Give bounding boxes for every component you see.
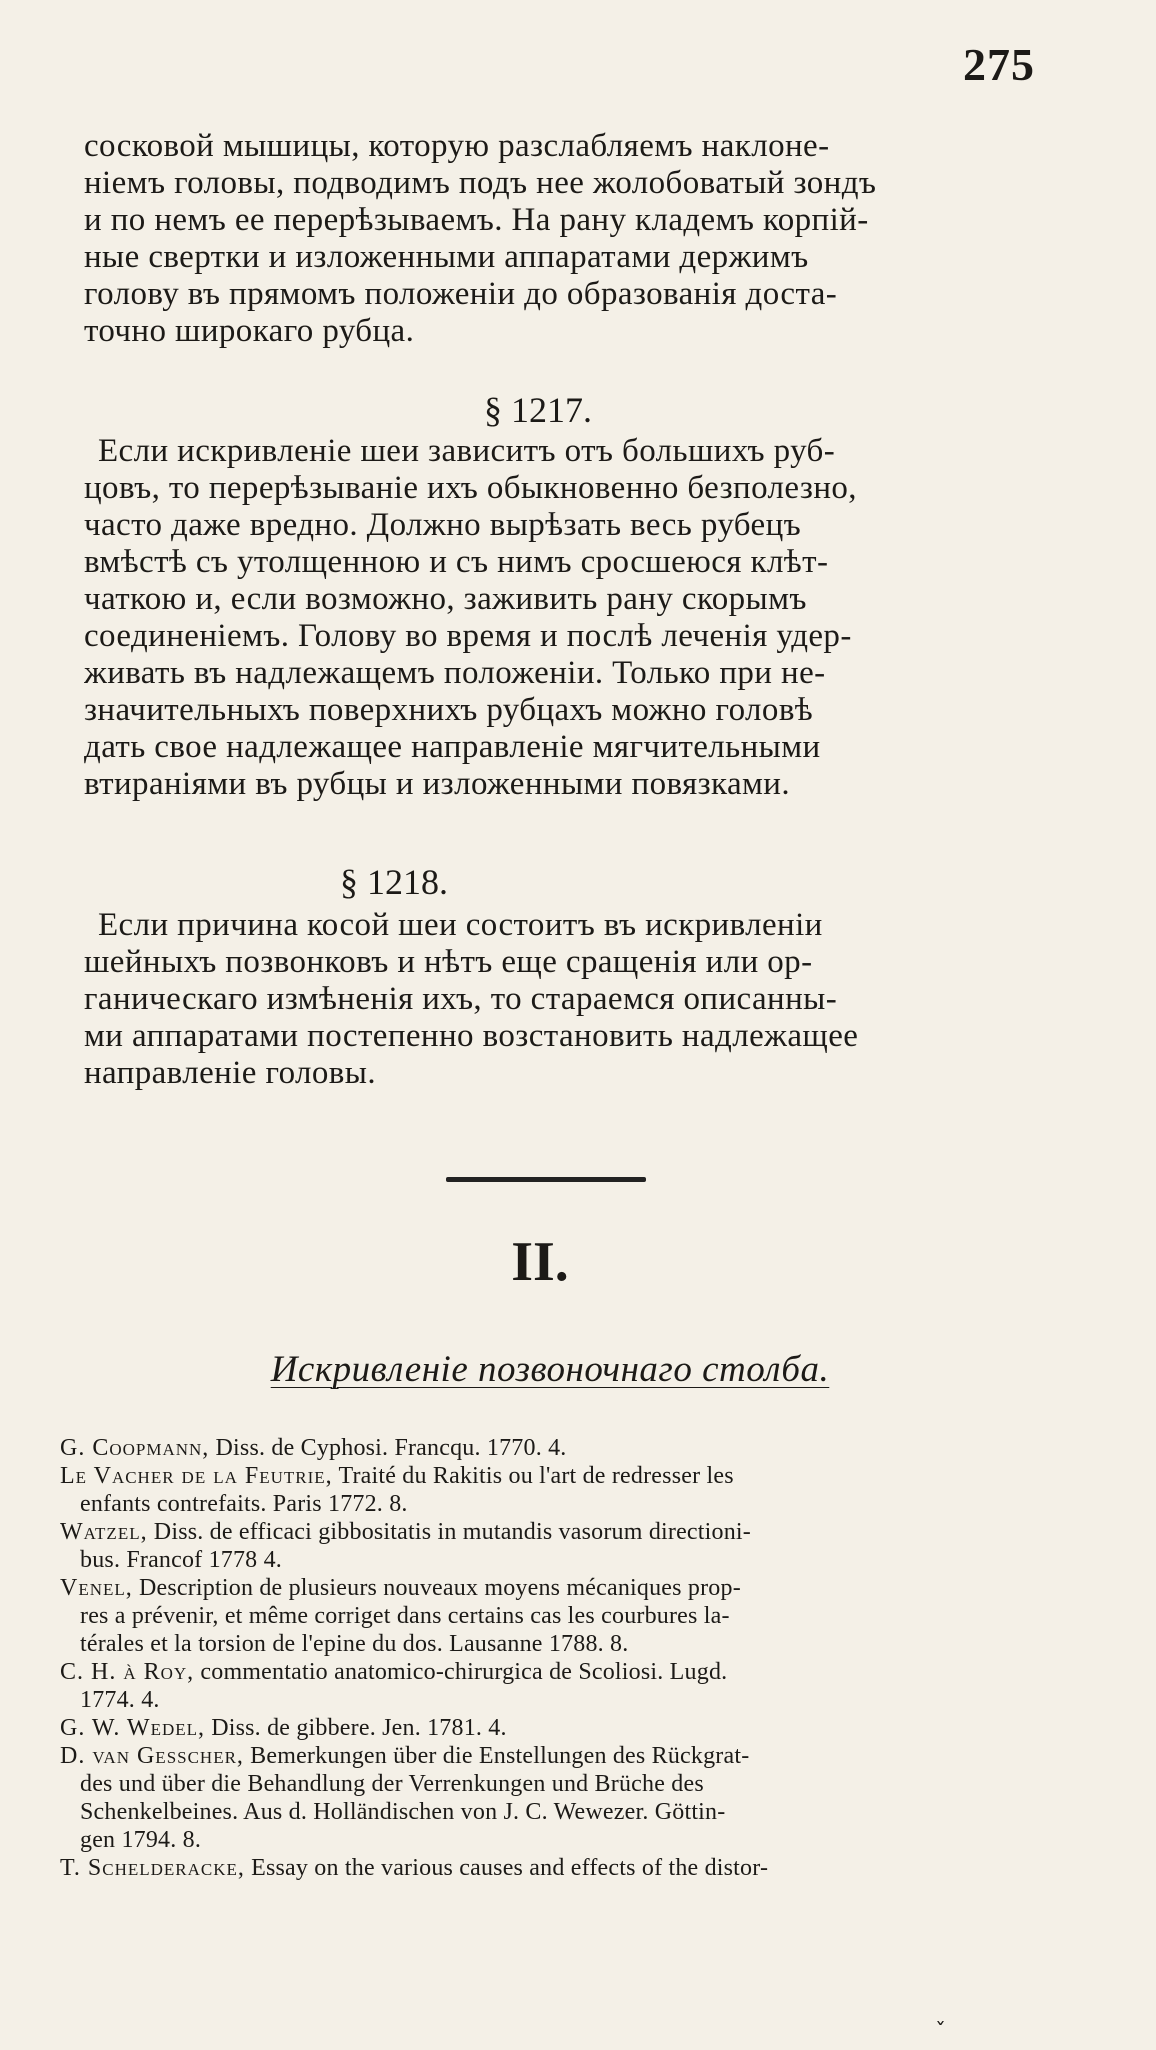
text-line: дать свое надлежащее направленіе мягчительными bbox=[84, 729, 821, 765]
paragraph-1218 bbox=[84, 907, 1058, 1092]
text-line: живать въ надлежащемъ положеніи. Только при не- bbox=[84, 655, 826, 691]
bibliography-entry bbox=[60, 1462, 1060, 1490]
entry-text: Bemerkungen über die Enstellungen des Rückgrat- bbox=[250, 1743, 750, 1769]
text-line: Если причина косой шеи состоитъ въ искривленіи bbox=[98, 907, 823, 943]
section-heading-1218: § 1218. bbox=[340, 862, 448, 902]
text-line: направленіе головы. bbox=[84, 1055, 377, 1091]
entry-continuation: res a prévenir, et même corriget dans certains cas les courbures la- bbox=[80, 1603, 730, 1629]
text-line: соединеніемъ. Голову во время и послѣ леченія удер- bbox=[84, 618, 852, 654]
entry-author: G. W. Wedel, bbox=[60, 1715, 205, 1741]
entry-author: D. van Gesscher, bbox=[60, 1743, 244, 1769]
text-line: значительныхъ поверхнихъ рубцахъ можно головѣ bbox=[84, 692, 814, 728]
text-line: чаткою и, если возможно, заживить рану скорымъ bbox=[84, 581, 807, 617]
text-line: точно широкаго рубца. bbox=[84, 313, 415, 349]
text-line: сосковой мышицы, которую разслабляемъ наклоне- bbox=[84, 128, 830, 164]
text-line: голову въ прямомъ положеніи до образованія доста- bbox=[84, 276, 838, 312]
entry-text: Diss. de gibbere. Jen. 1781. 4. bbox=[211, 1715, 507, 1741]
bibliography-entry bbox=[60, 1434, 1060, 1462]
text-line: и по немъ ее перерѣзываемъ. На рану кладемъ корпій- bbox=[84, 202, 869, 238]
entry-continuation: bus. Francof 1778 4. bbox=[80, 1547, 282, 1573]
entry-continuation: enfants contrefaits. Paris 1772. 8. bbox=[80, 1491, 408, 1517]
chapter-numeral: II. bbox=[511, 1231, 569, 1293]
text-line: втираніями въ рубцы и изложенными повязками. bbox=[84, 766, 791, 802]
entry-text: Diss. de Cyphosi. Francqu. 1770. 4. bbox=[215, 1435, 567, 1461]
text-line: ніемъ головы, подводимъ подъ нее жолобоватый зондъ bbox=[84, 165, 877, 201]
entry-continuation: des und über die Behandlung der Verrenkungen und Brüche des bbox=[80, 1771, 704, 1797]
text-line: шейныхъ позвонковъ и нѣтъ еще сращенія или ор- bbox=[84, 944, 813, 980]
chapter-title: Искривленіе позвоночнаго столба. bbox=[270, 1349, 830, 1390]
text-line: ми аппаратами постепенно возстановить надлежащее bbox=[84, 1018, 859, 1054]
paragraph-top bbox=[84, 128, 1058, 350]
entry-author: Venel, bbox=[60, 1575, 133, 1601]
entry-continuation: Schenkelbeines. Aus d. Holländischen von J. C. Wewezer. Göttin- bbox=[80, 1799, 726, 1825]
text-line: ные свертки и изложенными аппаратами держимъ bbox=[84, 239, 809, 275]
text-line: часто даже вредно. Должно вырѣзать весь рубецъ bbox=[84, 507, 802, 543]
bibliography-entry bbox=[60, 1742, 1060, 1770]
entry-author: G. Coopmann, bbox=[60, 1435, 210, 1461]
entry-author: Watzel, bbox=[60, 1519, 148, 1545]
entry-continuation: gen 1794. 8. bbox=[80, 1827, 202, 1853]
entry-continuation: térales et la torsion de l'epine du dos. Lausanne 1788. 8. bbox=[80, 1631, 629, 1657]
entry-text: Diss. de efficaci gibbositatis in mutandis vasorum directioni- bbox=[153, 1519, 751, 1545]
entry-text: commentatio anatomico-chirurgica de Scoliosi. Lugd. bbox=[200, 1659, 728, 1685]
bibliography bbox=[60, 1434, 1060, 1882]
bibliography-entry bbox=[60, 1714, 1060, 1742]
entry-continuation: 1774. 4. bbox=[80, 1687, 160, 1713]
paragraph-1217 bbox=[84, 433, 1058, 803]
entry-author: Le Vacher de la Feutrie, bbox=[60, 1463, 333, 1489]
bibliography-entry bbox=[60, 1854, 1060, 1882]
section-divider bbox=[446, 1177, 646, 1182]
footer-mark: ˇ bbox=[935, 2020, 946, 2045]
entry-text: Essay on the various causes and effects of the distor- bbox=[251, 1855, 769, 1881]
entry-author: C. H. à Roy, bbox=[60, 1659, 195, 1685]
text-line: цовъ, то перерѣзываніе ихъ обыкновенно безполезно, bbox=[84, 470, 857, 506]
section-heading-1217: § 1217. bbox=[484, 390, 592, 430]
text-line: Если искривленіе шеи зависитъ отъ большихъ руб- bbox=[98, 433, 836, 469]
bibliography-entry bbox=[60, 1518, 1060, 1546]
entry-author: T. Schelderacke, bbox=[60, 1855, 245, 1881]
page-number: 275 bbox=[963, 39, 1035, 90]
bibliography-entry bbox=[60, 1658, 1060, 1686]
bibliography-entry bbox=[60, 1574, 1060, 1602]
entry-text: Description de plusieurs nouveaux moyens mécaniques prop- bbox=[138, 1575, 741, 1601]
text-line: ганическаго измѣненія ихъ, то стараемся описанны- bbox=[84, 981, 838, 1017]
entry-text: Traité du Rakitis ou l'art de redresser les bbox=[338, 1463, 734, 1489]
text-line: вмѣстѣ съ утолщенною и съ нимъ сросшеюся клѣт- bbox=[84, 544, 829, 580]
